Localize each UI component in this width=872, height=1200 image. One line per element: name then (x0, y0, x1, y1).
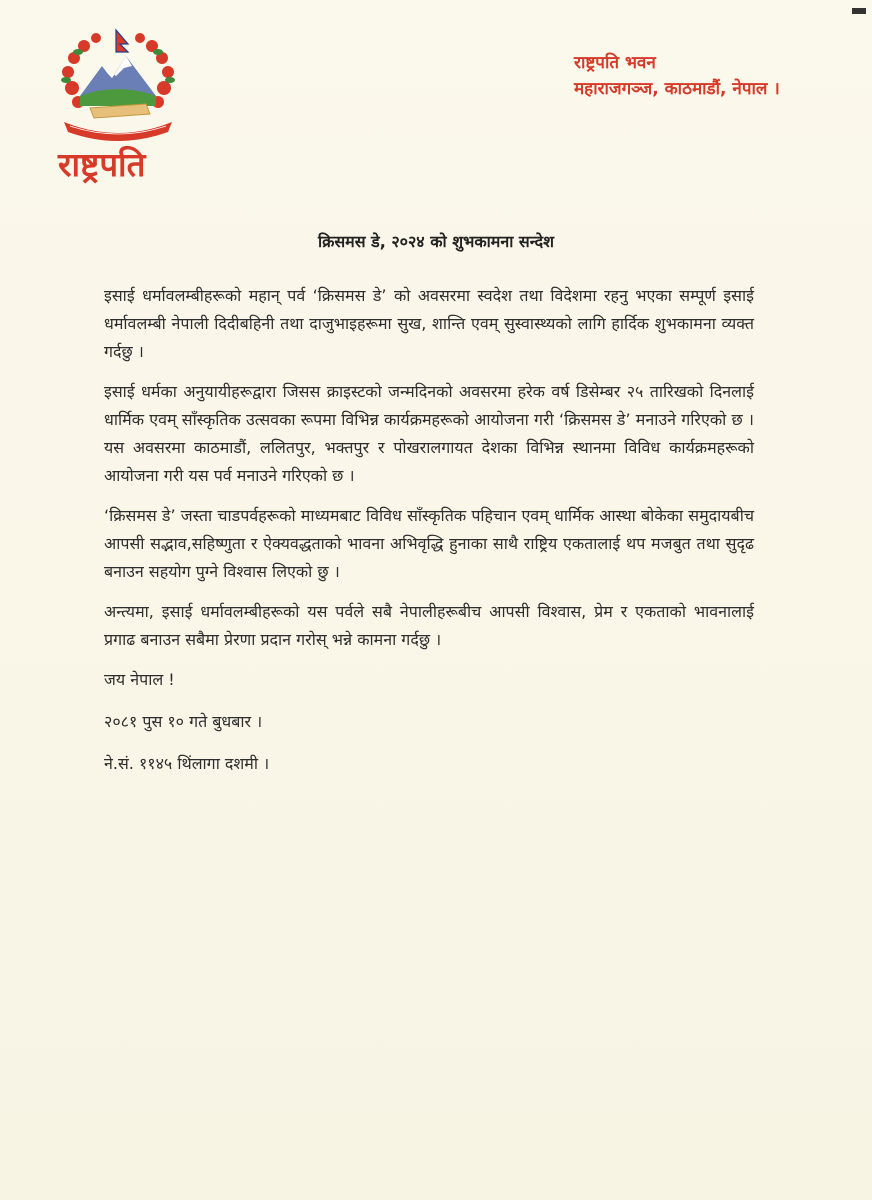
paragraph-2: इसाई धर्मका अनुयायीहरूद्वारा जिसस क्राइस्टको जन्मदिनको अवसरमा हरेक वर्ष डिसेम्बर २५ तारिखको दिनलाई धार्मिक एवम् साँस्कृतिक उत्सवका रूपमा विभिन्न कार्यक्रमहरूको आयोजना गरी ‘क्रिसमस डे’ मनाउने गरिएको छ । यस अवसरमा काठमाडौं, ललितपुर, भक्तपुर र पोखरालगायत देशका विभिन्न स्थानमा विविध कार्यक्रमहरूको आयोजना गरी यस पर्व मनाउने गरिएको छ । (104, 382, 754, 485)
document-title: क्रिसमस डे, २०२४ को शुभकामना सन्देश (317, 232, 555, 251)
paragraph-1: इसाई धर्मावलम्बीहरूको महान् पर्व ‘क्रिसमस डे’ को अवसरमा स्वदेश तथा विदेशमा रहनु भएका सम्पूर्ण इसाई धर्मावलम्बी नेपाली दिदीबहिनी तथा दाजुभाइहरूमा सुख, शान्ति एवम् सुस्वास्थ्यको लागि हार्दिक शुभकामना व्यक्त गर्दछु । (104, 286, 754, 361)
paragraph-4: अन्त्यमा, इसाई धर्मावलम्बीहरूको यस पर्वले सबै नेपालीहरूबीच आपसी विश्वास, प्रेम र एकताको भावनालाई प्रगाढ बनाउन सबैमा प्रेरणा प्रदान गरोस् भन्ने कामना गर्दछु । (104, 602, 754, 649)
date-nepal-sambat: ने.सं. ११४५ थिंलागा दशमी । (104, 754, 270, 773)
closing-salutation: जय नेपाल ! (104, 670, 175, 689)
message-body (104, 282, 754, 792)
office-address (574, 50, 844, 102)
national-emblem-icon (50, 26, 186, 142)
date-bikram-sambat: २०८१ पुस १० गते बुधबार । (104, 712, 263, 731)
office-title: राष्ट्रपति (58, 145, 146, 184)
paragraph-3: ‘क्रिसमस डे’ जस्ता चाडपर्वहरूको माध्यमबाट विविध साँस्कृतिक पहिचान एवम् धार्मिक आस्था बोकेका समुदायबीच आपसी सद्भाव,सहिष्णुता र ऐक्यवद्धताको भावना अभिवृद्धि हुनाका साथै राष्ट्रिय एकतालाई थप मजबुत तथा सुदृढ बनाउन सहयोग पुग्ने विश्वास लिएको छु । (104, 506, 754, 581)
address-line-2: महाराजगञ्ज, काठमाडौं, नेपाल । (574, 79, 780, 99)
address-line-1: राष्ट्रपति भवन (574, 53, 656, 73)
scan-edge-mark (852, 8, 866, 14)
